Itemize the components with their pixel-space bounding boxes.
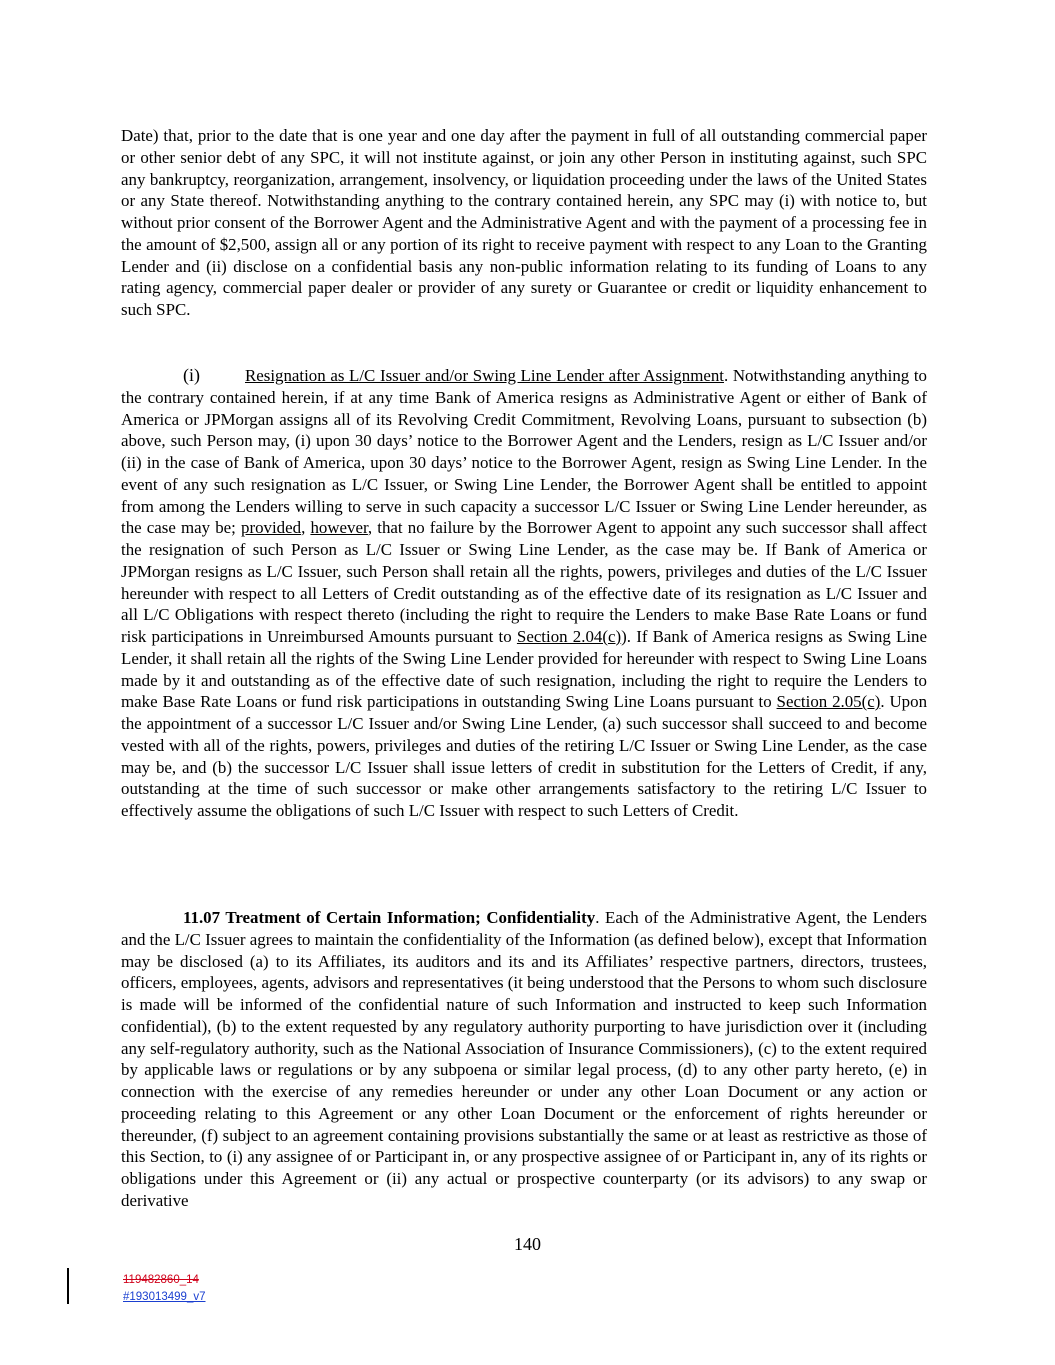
page-number: 140 [514,1234,541,1254]
clause-heading: Resignation as L/C Issuer and/or Swing Line Lender after Assignment [245,366,724,385]
provided-term: provided [241,518,302,538]
however-term: however [310,518,368,538]
section-text: . Each of the Administrative Agent, the Lenders and the L/C Issuer agrees to maintain the confidentiality of the Information (as defined below), except that Information may be disclosed (a) to its Affiliates, its auditors and its and its Affiliates’ respective partners, directors, trustees, officers, employees, agents, advisors and representatives (it being understood that the Persons to whom such disclosure is made will be informed of the confidential nature of such Information and instructed to keep such Information confidential), (b) to the extent requested by any regulatory authority purporting to have jurisdiction over it (including any self-regulatory authority, such as the National Association of Insurance Commissioners), (c) to the extent required by applicable laws or regulations or by any subpoena or similar legal process, (d) to any other party hereto, (e) in connection with the exercise of any remedies hereunder or under any other Loan Document or any action or proceeding relating to this Agreement or any other Loan Document or the enforcement of rights hereunder or thereunder, (f) subject to an agreement containing provisions substantially the same or at least as restrictive as those of this Section, to (i) any assignee of or Participant in, or any prospective assignee of or Participant in, any of its rights or obligations under this Agreement or (ii) any actual or prospective counterparty (or its advisors) to any swap or derivative [121,908,927,1210]
section-ref-2-04c: Section 2.04(c) [516,627,622,646]
paragraph-spc-continuation: Date) that, prior to the date that is one year and one day after the payment in full of all outstanding commercial paper or other senior debt of any SPC, it will not institute against, or join any other Person in instituting against, such SPC any bankruptcy, reorganization, arrangement, insolvency, or liquidation proceeding under the laws of the United States or any State thereof. Notwithstanding anything to the contrary contained herein, any SPC may (i) with notice to, but without prior consent of the Borrower Agent and the Administrative Agent and with the payment of a processing fee in the amount of $2,500, assign all or any portion of its right to receive payment with respect to any Loan to the Granting Lender and (ii) disclose on a confidential basis any non-public information relating to its funding of Loans to any rating agency, commercial paper dealer or provider of any surety or Guarantee or credit or liquidity enhancement to such SPC. [121,126,927,319]
doc-id-deleted: 119482860_14 [123,1274,199,1286]
clause-number: (i) [183,365,200,385]
clause-text-a: . Notwithstanding anything to the contrary contained herein, if at any time Bank of America resigns as Administrative Agent or either of Bank of America or JPMorgan assigns all of its Revolving Credit Commitment, Revolving Loans, pursuant to subsection (b) above, such Person may, (i) upon 30 days’ notice to the Borrower Agent and the Lenders, resign as L/C Issuer and/or (ii) in the case of Bank of America, upon 30 days’ notice to the Borrower Agent, resign as Swing Line Lender. In the event of any such resignation as L/C Issuer, or Swing Line Lender, the Borrower Agent shall be entitled to appoint from among the Lenders willing to serve in such capacity a successor L/C Issuer or Swing Line Lender hereunder, as the case may be; [121,366,927,538]
clause-text-b: , that no failure by the Borrower Agent to appoint any such successor shall affect the resignation of such Person as L/C Issuer or Swing Line Lender, as the case may be. If Bank of America or JPMorgan resigns as L/C Issuer, such Person shall retain all the rights, powers, privileges and duties of the L/C Issuer hereunder with respect to all Letters of Credit outstanding as of the effective date of its resignation as L/C Issuer and all L/C Obligations with respect thereto (including the right to require the Lenders to make Base Rate Loans or fund risk participations in Unreimbursed Amounts pursuant to [121,518,927,646]
section-ref-2-05c: Section 2.05(c) [776,692,881,712]
section-11-07-confidentiality [121,907,927,1212]
comma-sep: , [301,518,311,538]
section-heading: 11.07 Treatment of Certain Information; Confidentiality [183,908,596,927]
paragraph-resignation-lc-issuer [121,365,927,822]
revision-change-bar [67,1268,69,1304]
clause-text-c: ). If Bank of America resigns as Swing Line Lender, it shall retain all the rights of the Swing Line Lender provided for hereunder with respect to Swing Line Loans made by it and outstanding as of the effective date of such resignation, including the right to require the Lenders to make Base Rate Loans or fund risk participations in outstanding Swing Line Loans pursuant to [121,627,927,712]
doc-id-inserted[interactable]: #193013499_v7 [123,1291,206,1303]
clause-text-d: . Upon the appointment of a successor L/C Issuer and/or Swing Line Lender, (a) such successor shall succeed to and become vested with all of the rights, powers, privileges and duties of the retiring L/C Issuer or Swing Line Lender, as the case may be, and (b) the successor L/C Issuer shall issue letters of credit in substitution for the Letters of Credit, if any, outstanding at the time of such successor or make other arrangements satisfactory to the retiring L/C Issuer to effectively assume the obligations of such L/C Issuer with respect to such Letters of Credit. [121,692,928,820]
